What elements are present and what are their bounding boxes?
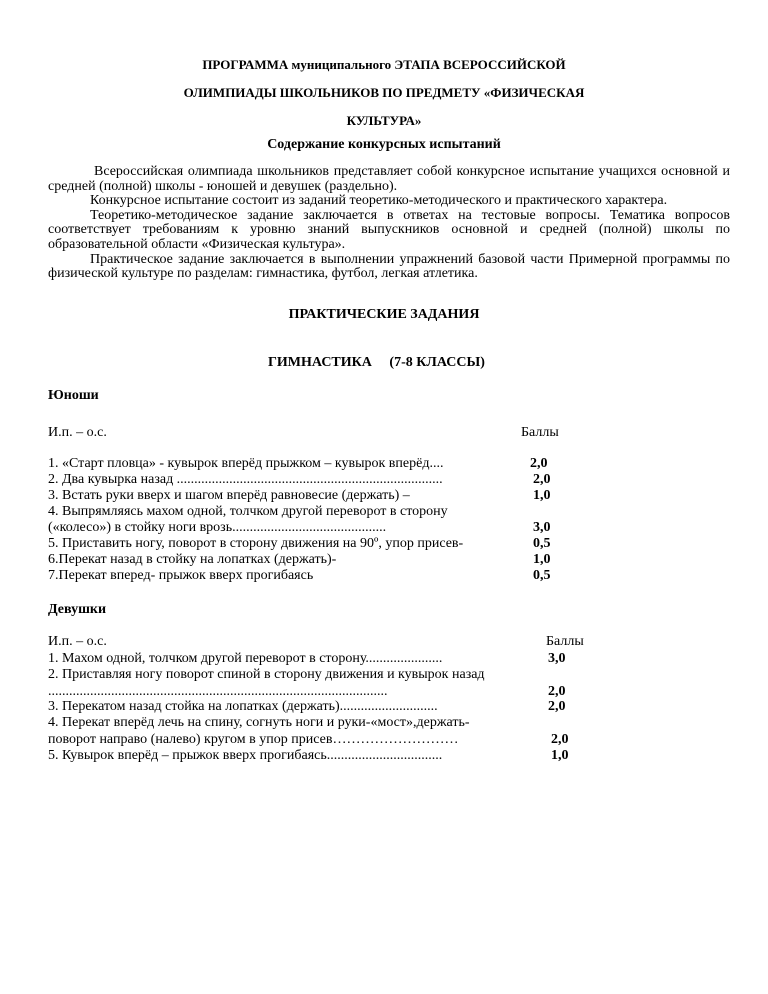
list-item: 1. «Старт пловца» - кувырок вперёд прыжком – кувырок вперёд.... bbox=[48, 456, 444, 471]
list-item: 4. Выпрямляясь махом одной, толчком другой переворот в сторону bbox=[48, 504, 448, 519]
girls-start-position: И.п. – о.с. bbox=[48, 634, 107, 649]
item-score: 0,5 bbox=[533, 536, 551, 551]
item-score: 1,0 bbox=[551, 748, 569, 763]
list-item: 5. Кувырок вперёд – прыжок вверх прогибаясь................................. bbox=[48, 748, 443, 763]
list-item: 6.Перекат назад в стойку на лопатках (держать)- bbox=[48, 552, 337, 567]
list-item: поворот направо (налево) кругом в упор присев……………………… bbox=[48, 732, 459, 747]
item-score: 1,0 bbox=[533, 552, 551, 567]
girls-title: Девушки bbox=[48, 602, 107, 617]
intro-paragraph-3: Теоретико-методическое задание заключается в ответах на тестовые вопросы. Тематика вопросов соответствует требованиям к уровню знаний выпускников основной и средней (полной) школы по образовательной области «Физическая культура». bbox=[48, 207, 730, 252]
item-score: 2,0 bbox=[548, 684, 566, 699]
list-item: 2. Приставляя ногу поворот спиной в сторону движения и кувырок назад bbox=[48, 667, 485, 682]
item-score: 3,0 bbox=[533, 520, 551, 535]
item-score: 2,0 bbox=[551, 732, 569, 747]
boys-score-header: Баллы bbox=[521, 425, 559, 440]
list-item: 1. Махом одной, толчком другой переворот в сторону...................... bbox=[48, 651, 443, 666]
item-score: 3,0 bbox=[548, 651, 566, 666]
item-score: 2,0 bbox=[548, 699, 566, 714]
boys-title: Юноши bbox=[48, 388, 99, 403]
list-item: 4. Перекат вперёд лечь на спину, согнуть ноги и руки-«мост»,держать- bbox=[48, 715, 470, 730]
boys-start-position: И.п. – о.с. bbox=[48, 425, 107, 440]
gymnastics-title: ГИМНАСТИКА (7-8 КЛАССЫ) bbox=[268, 355, 485, 370]
intro-paragraph-2: Конкурсное испытание состоит из заданий теоретико-методического и практического характера. bbox=[90, 193, 668, 209]
item-score: 2,0 bbox=[533, 472, 551, 487]
item-score: 1,0 bbox=[533, 488, 551, 503]
doc-subtitle: Содержание конкурсных испытаний bbox=[267, 137, 501, 152]
girls-score-header: Баллы bbox=[546, 634, 584, 649]
list-item: 2. Два кувырка назад ............................................................................ bbox=[48, 472, 443, 487]
list-item: 3. Перекатом назад стойка на лопатках (держать)............................ bbox=[48, 699, 438, 714]
item-score: 0,5 bbox=[533, 568, 551, 583]
practical-title: ПРАКТИЧЕСКИЕ ЗАДАНИЯ bbox=[288, 307, 480, 322]
doc-title-line-3: КУЛЬТУРА» bbox=[346, 113, 422, 128]
doc-title-line-1: ПРОГРАММА муниципального ЭТАПА ВСЕРОССИЙСКОЙ bbox=[202, 57, 566, 72]
list-item: («колесо») в стойку ноги врозь............................................ bbox=[48, 520, 387, 535]
intro-text bbox=[48, 165, 730, 282]
list-item: 5. Приставить ногу, поворот в сторону движения на 90º, упор присев- bbox=[48, 536, 464, 551]
doc-title-line-2: ОЛИМПИАДЫ ШКОЛЬНИКОВ ПО ПРЕДМЕТУ «ФИЗИЧЕСКАЯ bbox=[183, 85, 585, 100]
item-score: 2,0 bbox=[530, 456, 548, 471]
intro-paragraph-4: Практическое задание заключается в выполнении упражнений базовой части Примерной программы по физической культуре по разделам: гимнастика, футбол, легкая атлетика. bbox=[48, 251, 730, 282]
list-item: 3. Встать руки вверх и шагом вперёд равновесие (держать) – bbox=[48, 488, 410, 503]
intro-paragraph-1: Всероссийская олимпиада школьников представляет собой конкурсное испытание учащихся основной и средней (полной) школы - юношей и девушек (раздельно). bbox=[48, 164, 730, 194]
list-item: ................................................................................................. bbox=[48, 684, 388, 699]
list-item: 7.Перекат вперед- прыжок вверх прогибаясь bbox=[48, 568, 314, 583]
